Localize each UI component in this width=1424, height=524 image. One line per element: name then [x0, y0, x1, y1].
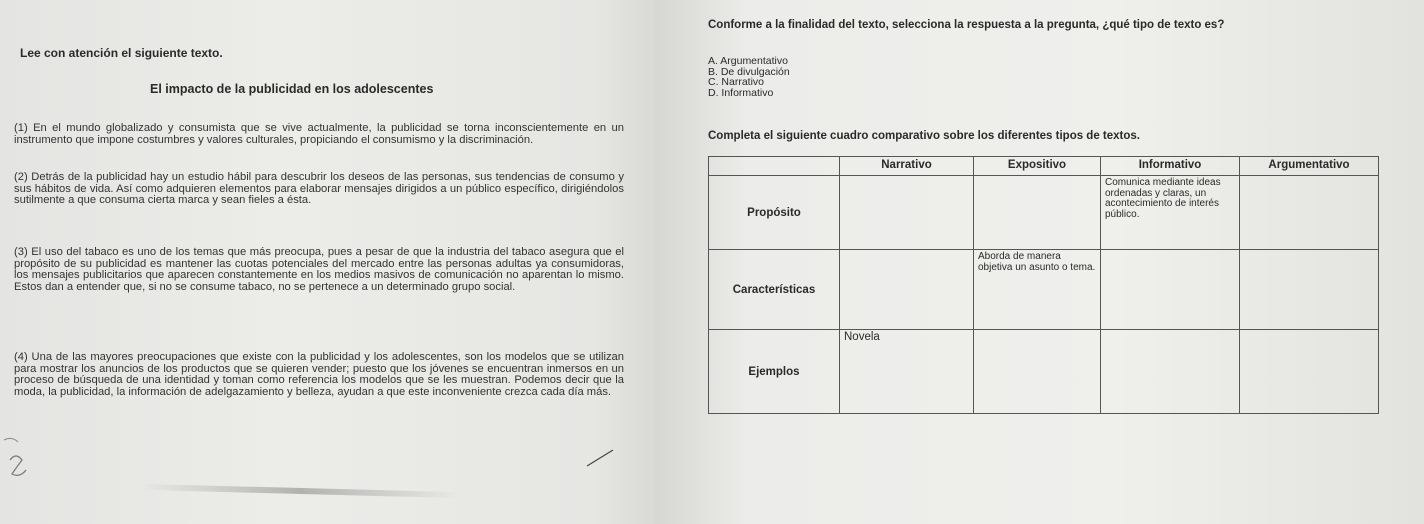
header-expositivo: Expositivo — [974, 157, 1101, 176]
option-a[interactable]: A. Argumentativo — [708, 55, 788, 67]
table-row — [709, 176, 1379, 250]
table-row — [709, 250, 1379, 330]
handwritten-scribble-icon — [0, 420, 60, 490]
paragraph-2: (2) Detrás de la publicidad hay un estudio hábil para descubrir los deseos de las personas, sus tendencias de consumo y sus hábitos de vida. Así como adquieren elementos para elaborar mensajes dirigidos a un público específico, dirigiéndolos sutilmente a que consuma cierta marca y sean fieles a ésta. — [14, 171, 624, 206]
cell-caracteristicas-narrativo[interactable] — [840, 250, 974, 330]
reading-instruction: Lee con atención el siguiente texto. — [20, 46, 223, 60]
cell-caracteristicas-argumentativo[interactable] — [1240, 250, 1379, 330]
paragraph-3: (3) El uso del tabaco es uno de los temas que más preocupa, pues a pesar de que la industria del tabaco asegura que el propósito de su publicidad es mantener las cuotas potenciales del mercado entre las personas adultas ya consumidoras, los mensajes publicitarios que aparecen constantemente en los medios masivos de comunicación no aparentan lo mismo. Estos dan a entender que, si no se consume tabaco, no se pertenece a un determinado grupo social. — [14, 246, 624, 293]
cell-proposito-narrativo[interactable] — [840, 176, 974, 250]
answer-options — [708, 56, 790, 98]
header-argumentativo: Argumentativo — [1240, 157, 1379, 176]
option-d[interactable]: D. Informativo — [708, 86, 774, 99]
cell-ejemplos-argumentativo[interactable] — [1240, 330, 1379, 414]
cell-ejemplos-informativo[interactable] — [1101, 330, 1240, 414]
comparison-table — [708, 156, 1379, 414]
cell-proposito-informativo[interactable]: Comunica mediante ideas ordenadas y claras, un acontecimiento de interés público. — [1101, 176, 1240, 250]
article-title: El impacto de la publicidad en los adolescentes — [150, 82, 434, 96]
question-text: Conforme a la finalidad del texto, selecciona la respuesta a la pregunta, ¿qué tipo de texto es? — [708, 19, 1225, 31]
row-label-ejemplos: Ejemplos — [709, 330, 840, 414]
comparison-title: Completa el siguiente cuadro comparativo sobre los diferentes tipos de textos. — [708, 130, 1140, 142]
cell-proposito-expositivo[interactable] — [974, 176, 1101, 250]
table-row — [709, 330, 1379, 414]
header-informativo: Informativo — [1101, 157, 1240, 176]
table-header-row — [709, 157, 1379, 176]
pen-mark-icon — [585, 448, 625, 468]
paragraph-1: (1) En el mundo globalizado y consumista que se vive actualmente, la publicidad se torna inconscientemente en un instrumento que impone costumbres y valores culturales, propiciando el consumismo y la discriminación. — [14, 122, 624, 146]
header-narrativo: Narrativo — [840, 157, 974, 176]
cell-caracteristicas-expositivo[interactable]: Aborda de manera objetiva un asunto o tema. — [974, 250, 1101, 330]
option-b[interactable]: B. De divulgación — [708, 65, 790, 78]
paragraph-4: (4) Una de las mayores preocupaciones que existe con la publicidad y los adolescentes, son los modelos que se utilizan para mostrar los anuncios de los productos que se quieren vender; puesto que los jóvenes se encuentran inmersos en un proceso de búsqueda de una identidad y toman como referencia los modelos que se les muestran. Podemos decir que la moda, la publicidad, la información de adelgazamiento y belleza, ayudan a que este inconveniente crezca cada día más. — [14, 351, 624, 398]
cell-proposito-argumentativo[interactable] — [1240, 176, 1379, 250]
option-c[interactable]: C. Narrativo — [708, 76, 765, 88]
cell-caracteristicas-informativo[interactable] — [1101, 250, 1240, 330]
cell-ejemplos-narrativo[interactable]: Novela — [840, 330, 974, 414]
cell-ejemplos-expositivo[interactable] — [974, 330, 1101, 414]
header-empty — [709, 157, 840, 176]
row-label-caracteristicas: Características — [709, 250, 840, 330]
row-label-proposito: Propósito — [709, 176, 840, 250]
